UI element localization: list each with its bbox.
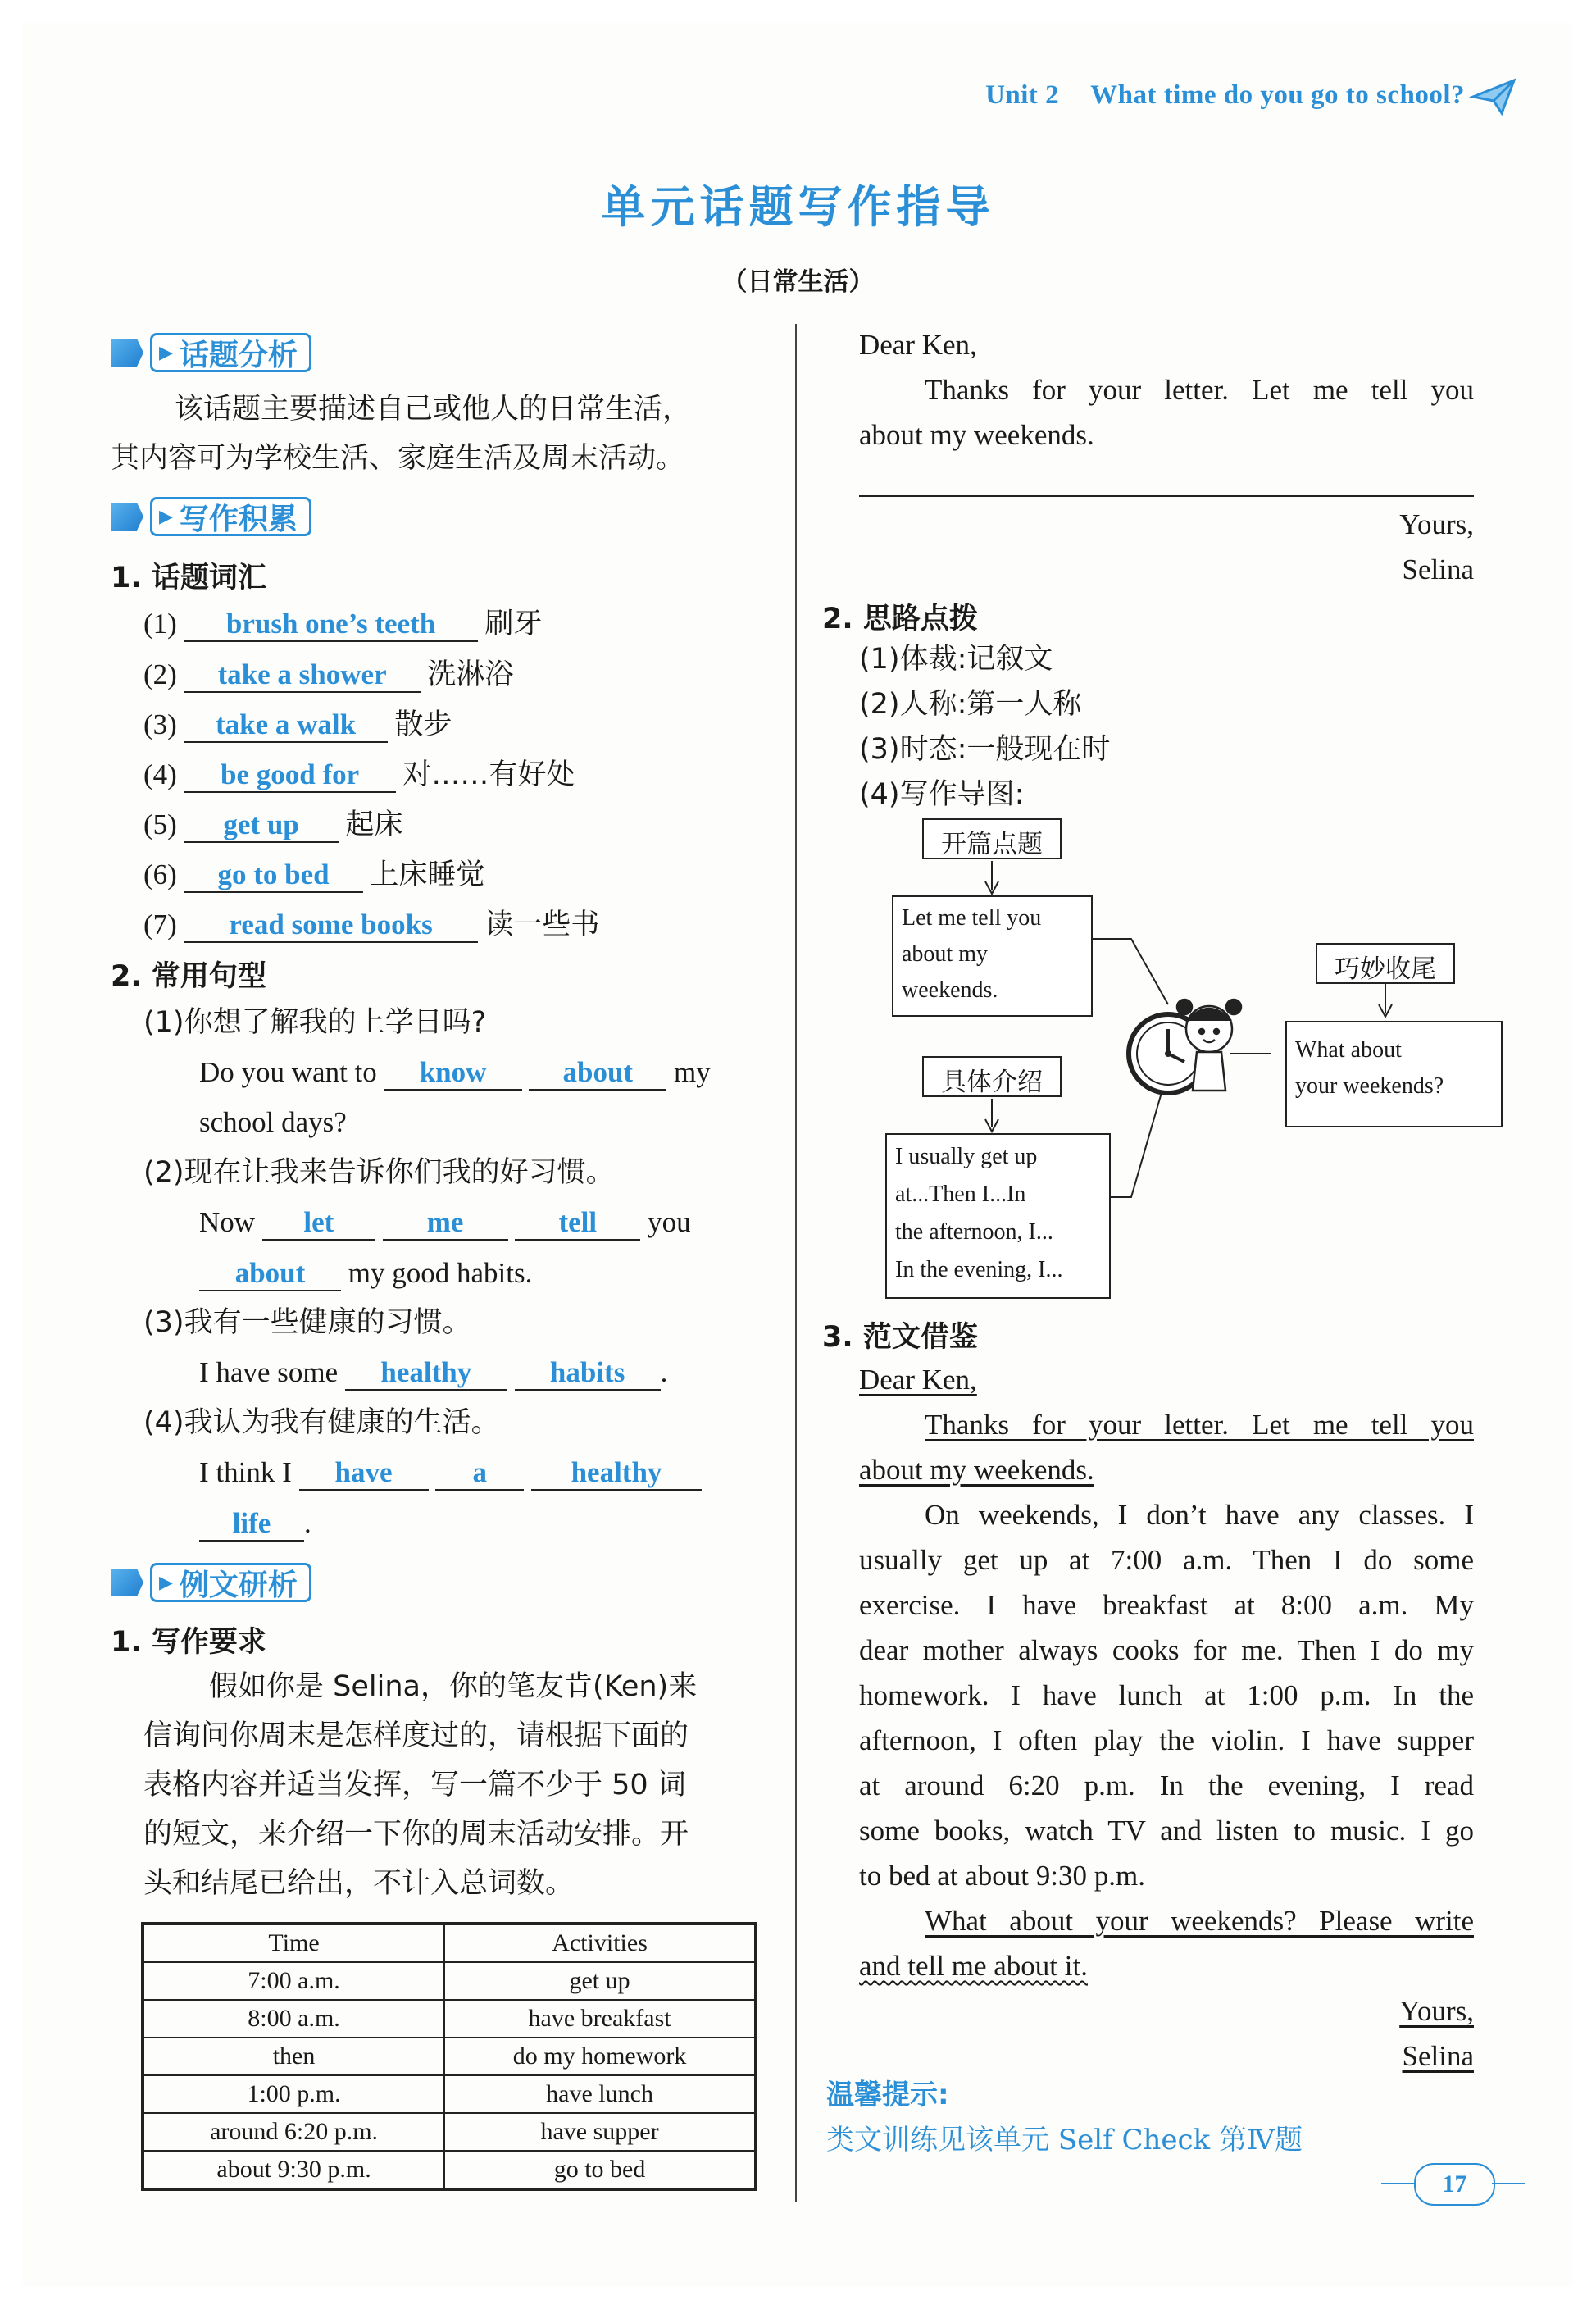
topic-analysis-line-1: 该话题主要描述自己或他人的日常生活，	[175, 393, 692, 426]
template-line-2: about my weekends.	[859, 419, 1094, 451]
page-number: 17	[1414, 2163, 1495, 2206]
sentence-2-cn: (2)现在让我来告诉你们我的好习惯。	[143, 1156, 615, 1189]
unit-label: Unit 2	[985, 80, 1060, 110]
sentence-2-en: Now let me tell you	[199, 1206, 691, 1241]
sample-greeting: Dear Ken,	[859, 1364, 977, 1396]
table-row: around 6:20 p.m. have supper	[143, 2113, 756, 2151]
sample-line: usually get up at 7:00 a.m. Then I do some	[859, 1544, 1474, 1576]
sample-line: What about your weekends? Please write	[925, 1905, 1474, 1937]
sentence-3-cn: (3)我有一些健康的习惯。	[143, 1306, 471, 1339]
section-tag-icon	[111, 1569, 143, 1596]
activity-table	[141, 1922, 757, 2191]
template-name: Selina	[1402, 553, 1474, 585]
page-subtitle: （日常生活）	[721, 267, 875, 297]
page-title: 单元话题写作指导	[601, 181, 995, 233]
page-number-rule-right	[1492, 2183, 1525, 2184]
sample-line: to bed at about 9:30 p.m.	[859, 1860, 1145, 1892]
paper-plane-icon	[1469, 72, 1518, 121]
requirement-line: 的短文，来介绍一下你的周末活动安排。开	[143, 1818, 689, 1851]
ideas-heading: 2. 思路点拨	[822, 603, 978, 635]
vocab-item: (2) take a shower 洗淋浴	[143, 658, 514, 691]
section-title: 例文研析	[179, 1568, 298, 1602]
sample-line: exercise. I have breakfast at 8:00 a.m. My	[859, 1589, 1474, 1621]
template-closing: Yours,	[1399, 508, 1474, 540]
vocab-item: (4) be good for 对……有好处	[143, 758, 575, 791]
requirement-line: 假如你是 Selina，你的笔友肯(Ken)来	[209, 1670, 698, 1703]
unit-title: What time do you go to school?	[1090, 80, 1465, 110]
running-header	[985, 80, 1465, 111]
requirement-line: 头和结尾已给出，不计入总词数。	[143, 1867, 575, 1900]
sentence-1-en: Do you want to know about my	[199, 1056, 711, 1091]
sentence-1-cn: (1)你想了解我的上学日吗?	[143, 1006, 487, 1039]
flow-open-label: 开篇点题	[922, 818, 1062, 859]
play-triangle-icon: ▶	[159, 506, 173, 527]
vocab-item: (1) brush one’s teeth 刷牙	[143, 608, 543, 640]
vocab-heading: 1. 话题词汇	[111, 562, 266, 594]
sample-line: and tell me about it.	[859, 1950, 1088, 1982]
flow-end-box: What about your weekends?	[1285, 1021, 1503, 1127]
section-title: 写作积累	[179, 502, 298, 536]
flow-open-box: Let me tell you about my weekends.	[892, 895, 1093, 1017]
section-title: 话题分析	[179, 338, 298, 372]
table-header-row: Time Activities	[143, 1924, 756, 1962]
sample-name: Selina	[1402, 2040, 1474, 2072]
section-accumulation	[111, 496, 311, 537]
play-triangle-icon: ▶	[159, 342, 173, 363]
requirement-heading: 1. 写作要求	[111, 1626, 266, 1659]
sample-line: homework. I have lunch at 1:00 p.m. In the	[859, 1679, 1474, 1711]
sentence-4-cn: (4)我认为我有健康的生活。	[143, 1406, 500, 1439]
idea-item: (4)写作导图:	[859, 778, 1025, 811]
template-line-1: Thanks for your letter. Let me tell you	[925, 374, 1474, 406]
blank-writing-line	[859, 495, 1474, 497]
sentence-3-en: I have some healthy habits .	[199, 1356, 667, 1391]
page-number-rule-left	[1381, 2183, 1414, 2184]
table-row: 1:00 p.m. have lunch	[143, 2075, 756, 2113]
vocab-item: (7) read some books 读一些书	[143, 909, 600, 941]
section-topic-analysis	[111, 332, 311, 373]
flow-detail-box: I usually get up at...Then I...In the afternoon, I... In the evening, I...	[885, 1133, 1111, 1299]
tip-text: 类文训练见该单元 Self Check 第Ⅳ题	[826, 2124, 1303, 2156]
sample-line: Thanks for your letter. Let me tell you	[925, 1409, 1474, 1441]
sample-line: dear mother always cooks for me. Then I do my	[859, 1634, 1474, 1666]
requirement-line: 信询问你周末是怎样度过的，请根据下面的	[143, 1719, 689, 1752]
sample-line: about my weekends.	[859, 1454, 1094, 1486]
sentence-1-en-line2: school days?	[199, 1106, 347, 1138]
tip-label: 温馨提示:	[826, 2079, 949, 2111]
template-greeting: Dear Ken,	[859, 329, 977, 361]
sample-line: some books, watch TV and listen to music. I go	[859, 1815, 1474, 1847]
idea-item: (2)人称:第一人称	[859, 688, 1082, 721]
sample-heading: 3. 范文借鉴	[822, 1321, 978, 1354]
table-row: then do my homework	[143, 2038, 756, 2075]
topic-analysis-line-2: 其内容可为学校生活、家庭生活及周末活动。	[111, 442, 685, 475]
vocab-item: (3) take a walk 散步	[143, 708, 452, 741]
section-tag-icon	[111, 339, 143, 367]
requirement-line: 表格内容并适当发挥，写一篇不少于 50 词	[143, 1769, 686, 1801]
sentence-4-en: I think I have a healthy	[199, 1456, 702, 1491]
flow-end-label: 巧妙收尾	[1316, 943, 1455, 984]
idea-item: (1)体裁:记叙文	[859, 643, 1053, 676]
sentence-2-en-line2: about my good habits.	[199, 1257, 532, 1291]
section-sample-analysis	[111, 1562, 311, 1603]
sample-line: afternoon, I often play the violin. I have supper	[859, 1724, 1474, 1756]
sample-closing: Yours,	[1399, 1995, 1474, 2027]
sample-line: at around 6:20 p.m. In the evening, I read	[859, 1769, 1474, 1801]
section-tag-icon	[111, 503, 143, 531]
vocab-item: (6) go to bed 上床睡觉	[143, 858, 485, 891]
vocab-item: (5) get up 起床	[143, 808, 403, 841]
table-row: 7:00 a.m. get up	[143, 1962, 756, 2000]
idea-item: (3)时态:一般现在时	[859, 733, 1111, 766]
column-divider	[795, 324, 797, 2202]
sentence-4-en-line2: life .	[199, 1507, 311, 1542]
table-row: about 9:30 p.m. go to bed	[143, 2151, 756, 2189]
sentences-heading: 2. 常用句型	[111, 960, 266, 993]
table-row: 8:00 a.m. have breakfast	[143, 2000, 756, 2038]
play-triangle-icon: ▶	[159, 1572, 173, 1593]
sample-line: On weekends, I don’t have any classes. I	[925, 1499, 1474, 1531]
flow-detail-label: 具体介绍	[922, 1056, 1062, 1097]
